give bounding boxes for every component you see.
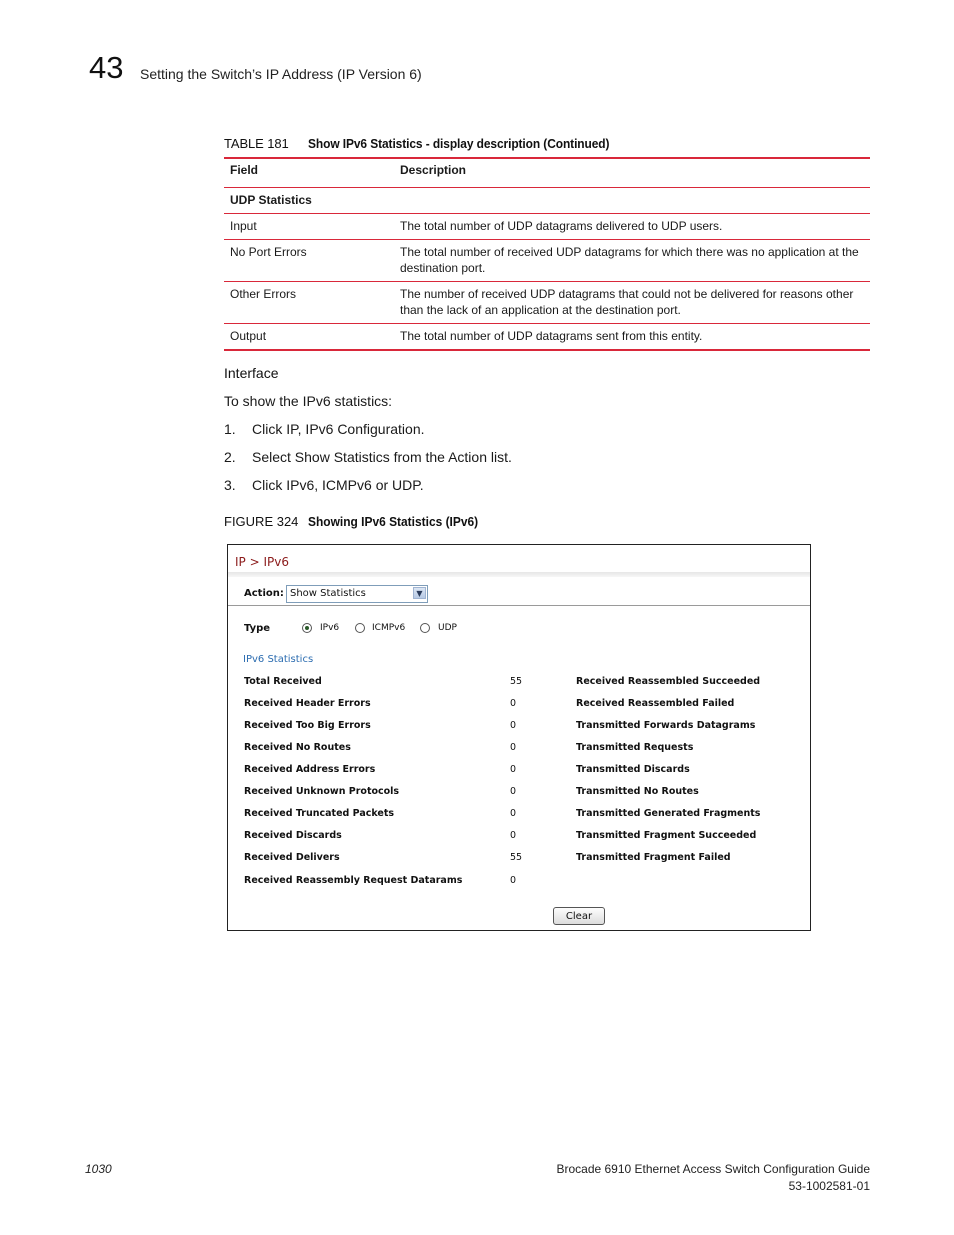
page-number: 1030	[85, 1162, 112, 1176]
stat-label: Transmitted Forwards Datagrams	[576, 720, 756, 731]
table-header-row	[224, 158, 870, 188]
step-number: 2.	[224, 449, 236, 465]
description-table	[224, 157, 870, 351]
table-section-label: UDP Statistics	[224, 188, 870, 214]
radio-label-icmpv6: ICMPv6	[372, 623, 406, 633]
table-row	[224, 324, 870, 351]
stat-label: Received Header Errors	[244, 698, 371, 709]
table-row	[224, 240, 870, 282]
footer-doc-title: Brocade 6910 Ethernet Access Switch Configuration Guide	[556, 1162, 870, 1176]
table-caption	[224, 136, 636, 151]
step-text: Click IP, IPv6 Configuration.	[252, 421, 425, 437]
step-text: Click IPv6, ICMPv6 or UDP.	[252, 477, 424, 493]
table-caption-label: TABLE 181	[224, 136, 289, 151]
stat-label: Received Discards	[244, 830, 342, 841]
intro-text: To show the IPv6 statistics:	[224, 393, 393, 409]
footer-doc-number: 53-1002581-01	[788, 1179, 870, 1193]
stat-value: 0	[510, 808, 517, 819]
stat-label: Transmitted Requests	[576, 742, 694, 753]
stat-label: Received Reassembly Request Datarams	[244, 875, 463, 886]
chapter-title: Setting the Switch’s IP Address (IP Version 6)	[140, 66, 422, 82]
step-number: 3.	[224, 477, 236, 493]
table-cell-field: Output	[224, 324, 394, 351]
header-divider	[228, 572, 810, 577]
table-cell-description: The total number of UDP datagrams delivered to UDP users.	[394, 214, 870, 240]
column-header-description: Description	[394, 158, 870, 188]
table-cell-field: No Port Errors	[224, 240, 394, 282]
stat-label: Transmitted Generated Fragments	[576, 808, 761, 819]
breadcrumb: IP > IPv6	[235, 555, 289, 569]
stat-label: Received No Routes	[244, 742, 351, 753]
figure-caption-title: Showing IPv6 Statistics (IPv6)	[308, 514, 479, 529]
stat-label: Received Unknown Protocols	[244, 786, 400, 797]
stat-value: 0	[510, 698, 517, 709]
divider	[228, 605, 810, 606]
radio-icmpv6[interactable]	[355, 623, 365, 633]
stat-value: 0	[510, 830, 517, 841]
table-row	[224, 214, 870, 240]
action-select-value: Show Statistics	[290, 588, 366, 599]
stat-label: Received Reassembled Succeeded	[576, 676, 761, 687]
stat-value: 0	[510, 720, 517, 731]
radio-label-udp: UDP	[438, 623, 457, 633]
column-header-field: Field	[224, 158, 394, 188]
stat-label: Total Received	[244, 676, 322, 687]
step-item	[224, 421, 425, 437]
stat-value: 0	[510, 875, 517, 886]
radio-ipv6[interactable]	[302, 623, 312, 633]
table-row	[224, 282, 870, 324]
table-cell-field: Input	[224, 214, 394, 240]
stat-label: Received Reassembled Failed	[576, 698, 735, 709]
stat-label: Received Delivers	[244, 852, 340, 863]
clear-button[interactable]: Clear	[553, 907, 605, 925]
stat-value: 0	[510, 742, 517, 753]
ui-screenshot-frame	[227, 544, 811, 931]
stat-label: Transmitted Discards	[576, 764, 690, 775]
step-item	[224, 449, 512, 465]
step-text: Select Show Statistics from the Action list.	[252, 449, 512, 465]
stat-value: 55	[510, 676, 523, 687]
stat-value: 55	[510, 852, 523, 863]
step-item	[224, 477, 424, 493]
stat-label: Transmitted Fragment Failed	[576, 852, 731, 863]
chapter-number: 43	[89, 50, 124, 85]
stat-value: 0	[510, 764, 517, 775]
chevron-down-icon[interactable]: ▼	[413, 587, 426, 599]
table-cell-description: The total number of received UDP datagrams for which there was no application at the destination port.	[394, 240, 870, 282]
table-cell-description: The total number of UDP datagrams sent from this entity.	[394, 324, 870, 351]
step-number: 1.	[224, 421, 236, 437]
table-section-row	[224, 188, 870, 214]
table-caption-title: Show IPv6 Statistics - display description (Continued)	[308, 136, 610, 151]
stat-label: Received Truncated Packets	[244, 808, 395, 819]
stat-label: Received Address Errors	[244, 764, 376, 775]
stat-label: Transmitted Fragment Succeeded	[576, 830, 757, 841]
type-label: Type	[244, 623, 271, 634]
section-heading: Interface	[224, 365, 279, 381]
stat-label: Received Too Big Errors	[244, 720, 371, 731]
stat-label: Transmitted No Routes	[576, 786, 699, 797]
radio-udp[interactable]	[420, 623, 430, 633]
table-cell-field: Other Errors	[224, 282, 394, 324]
figure-caption	[224, 514, 493, 529]
figure-caption-label: FIGURE 324	[224, 514, 299, 529]
stat-value: 0	[510, 786, 517, 797]
radio-label-ipv6: IPv6	[320, 623, 340, 633]
action-label: Action:	[244, 588, 284, 599]
table-cell-description: The number of received UDP datagrams that could not be delivered for reasons other than the lack of an application at the destination port.	[394, 282, 870, 324]
stats-heading: IPv6 Statistics	[243, 654, 314, 665]
action-select[interactable]	[286, 585, 428, 603]
